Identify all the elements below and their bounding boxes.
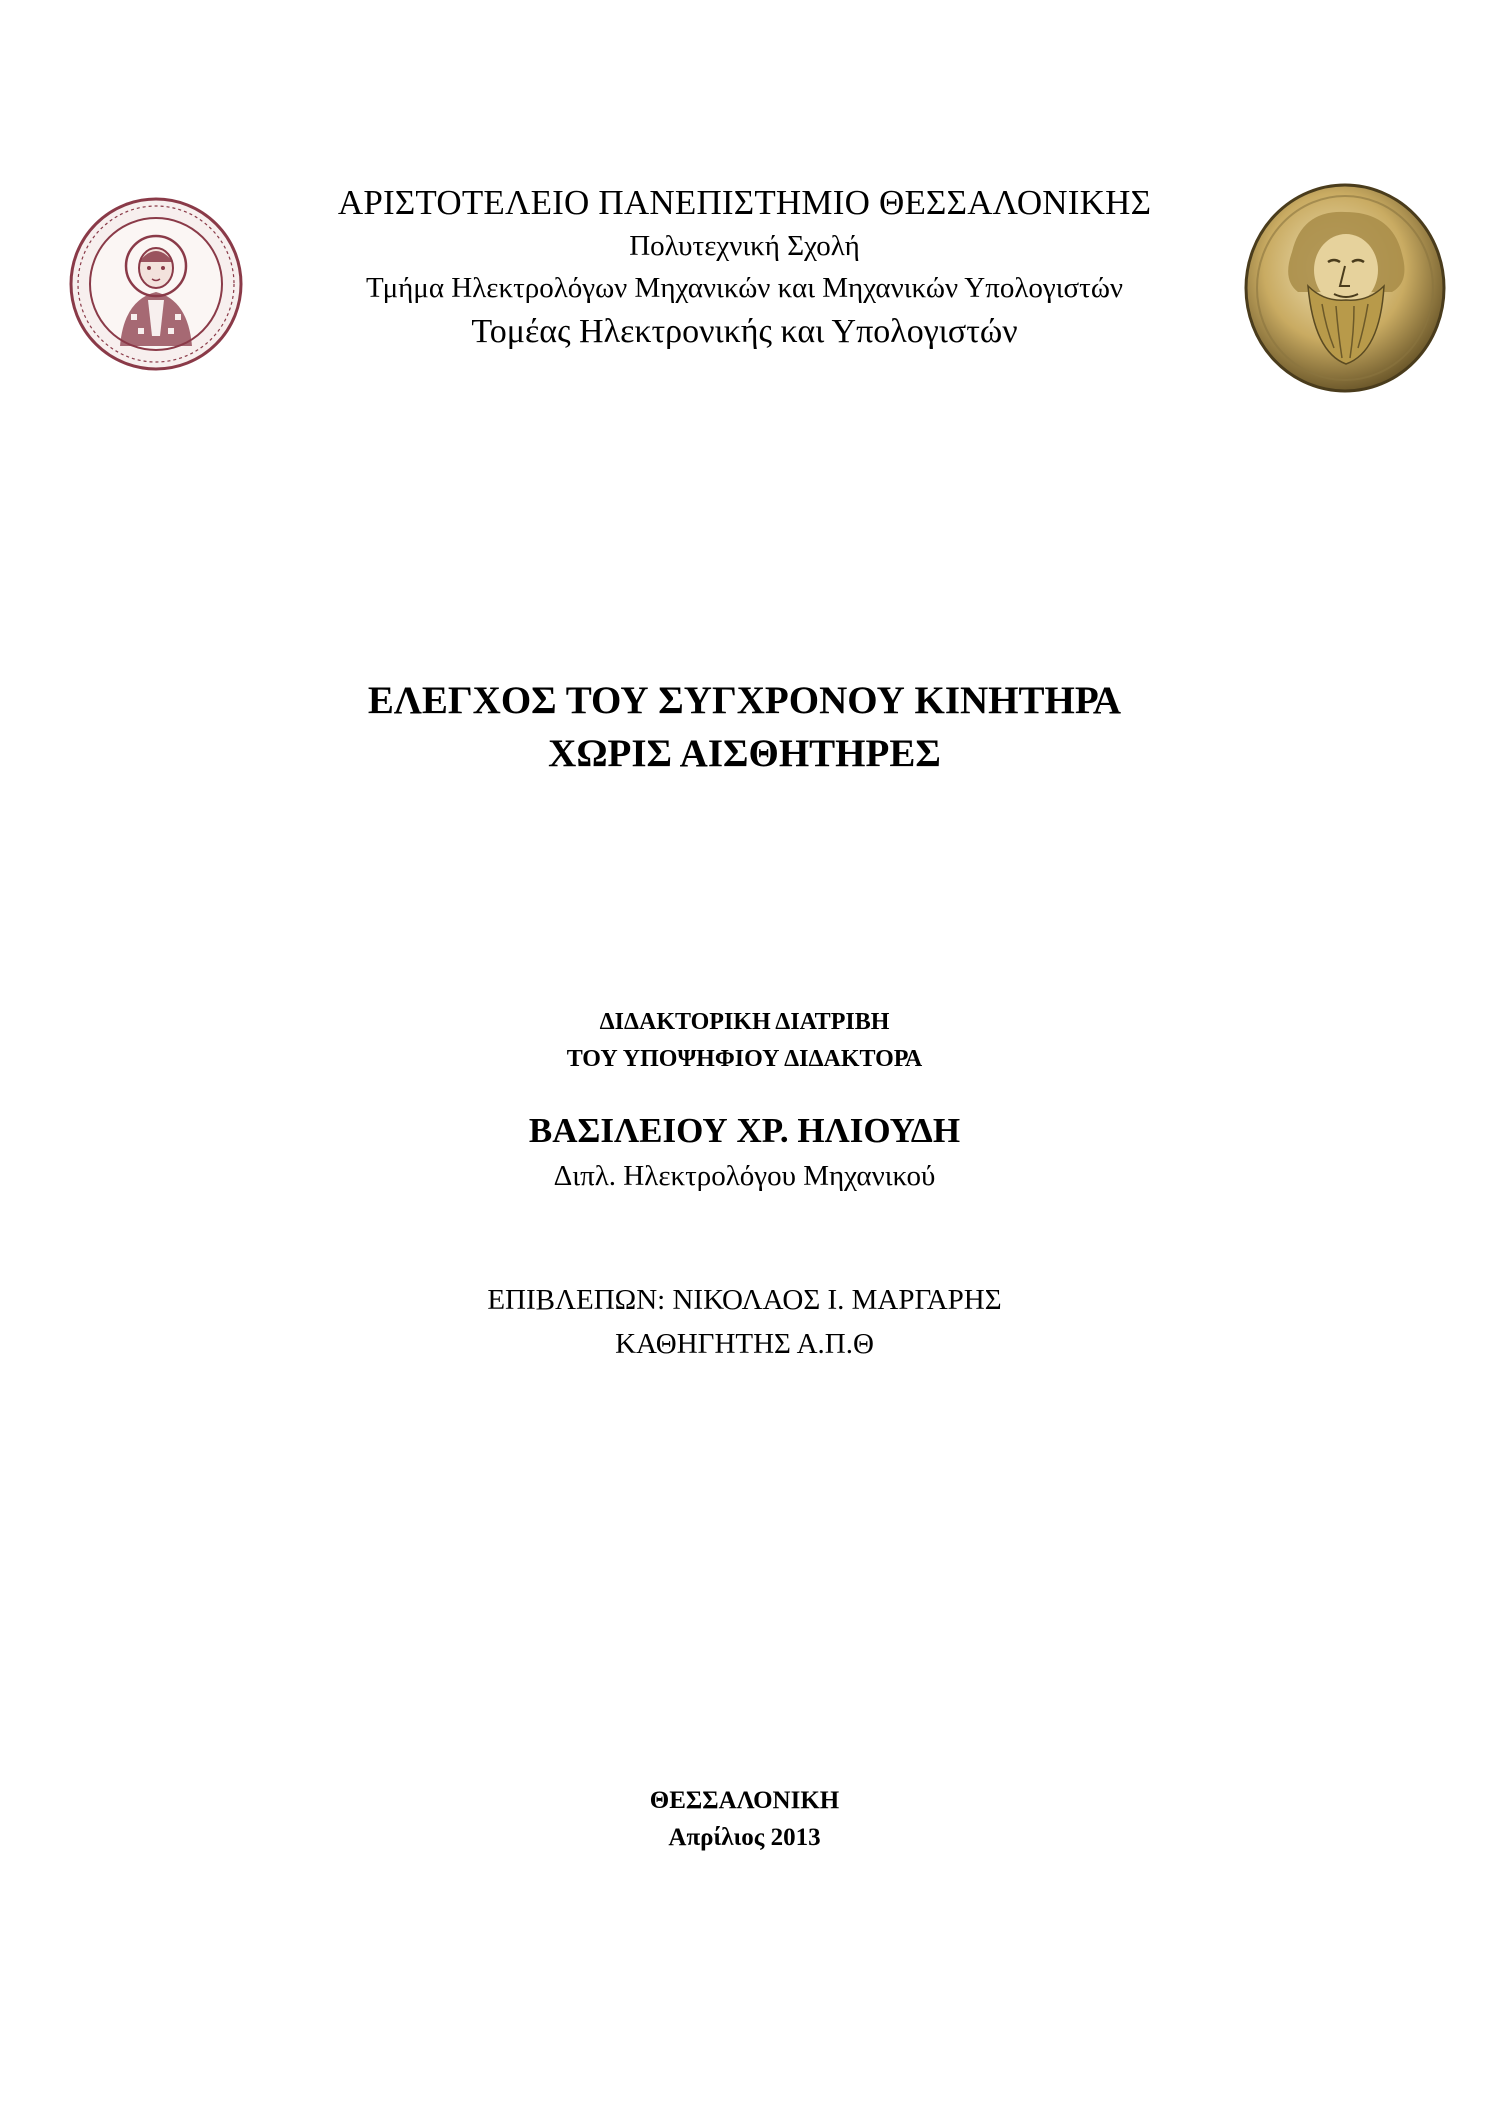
author-degree: Διπλ. Ηλεκτρολόγου Μηχανικού: [553, 1160, 936, 1192]
city: ΘΕΣΣΑΛΟΝΙΚΗ: [649, 1787, 840, 1814]
thesis-type-line2: ΤΟΥ ΥΠΟΨΗΦΙΟΥ ΔΙΔΑΚΤΟΡΑ: [566, 1046, 923, 1072]
thesis-title-line2: ΧΩΡΙΣ ΑΙΣΘΗΤΗΡΕΣ: [548, 732, 941, 775]
thesis-title-line1: ΕΛΕΓΧΟΣ ΤΟΥ ΣΥΓΧΡΟΝΟΥ ΚΙΝΗΤΗΡΑ: [367, 679, 1122, 722]
author-name: ΒΑΣΙΛΕΙΟΥ ΧΡ. ΗΛΙΟΥΔΗ: [528, 1111, 961, 1150]
university-name: ΑΡΙΣΤΟΤΕΛΕΙΟ ΠΑΝΕΠΙΣΤΗΜΙΟ ΘΕΣΣΑΛΟΝΙΚΗΣ: [337, 183, 1152, 222]
supervisor-title: ΚΑΘΗΓΗΤΗΣ Α.Π.Θ: [615, 1328, 874, 1360]
thesis-type-line1: ΔΙΔΑΚΤΟΡΙΚΗ ΔΙΑΤΡΙΒΗ: [599, 1009, 890, 1035]
date: Απρίλιος 2013: [668, 1824, 821, 1851]
sector-name: Τομέας Ηλεκτρονικής και Υπολογιστών: [471, 313, 1018, 350]
school-name: Πολυτεχνική Σχολή: [629, 230, 860, 262]
department-name: Τμήμα Ηλεκτρολόγων Μηχανικών και Μηχανικών Υπολογιστών: [365, 272, 1124, 304]
supervisor-line: ΕΠΙΒΛΕΠΩΝ: ΝΙΚΟΛΑΟΣ Ι. ΜΑΡΓΑΡΗΣ: [487, 1284, 1002, 1316]
